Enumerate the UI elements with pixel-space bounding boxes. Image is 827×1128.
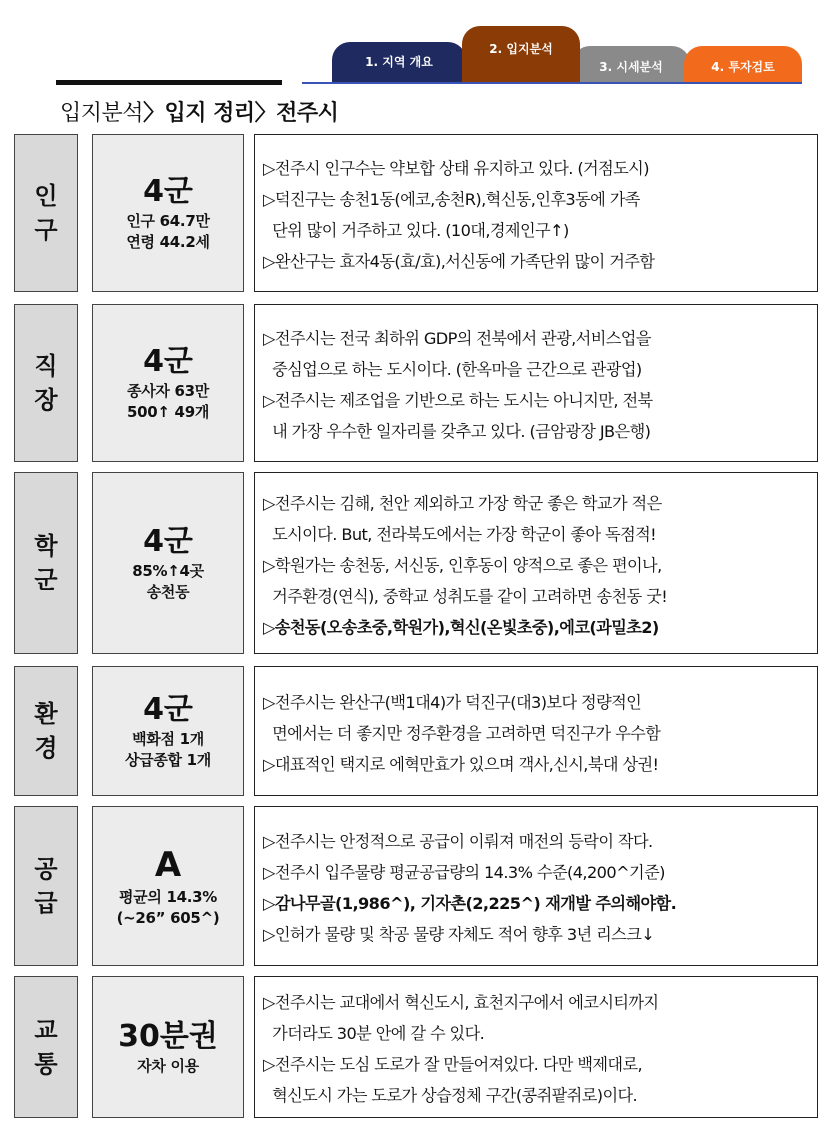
description-line: 도시이다. But, 전라북도에서는 가장 학군이 좋아 독점적! xyxy=(263,524,657,544)
tab-label: 4. 투자검토 xyxy=(711,60,775,74)
category-jobs xyxy=(14,304,78,462)
description-line: ▷전주시 인구수는 약보합 상태 유지하고 있다. (거점도시) xyxy=(263,159,649,178)
category-label: 공급 xyxy=(34,855,58,917)
description-population xyxy=(254,134,818,292)
description-school-district xyxy=(254,472,818,654)
description-line: ▷전주시는 완산구(백1대4)가 덕진구(대3)보다 정량적인 xyxy=(263,692,642,712)
description-line: ▷감나무골(1,986^), 기자촌(2,225^) 재개발 주의해야함. xyxy=(263,894,677,913)
grade-sub: 백화점 1개 xyxy=(132,730,204,748)
grade-value: 4군 xyxy=(143,344,193,379)
description-line: 거주환경(연식), 중학교 성취도를 같이 고려하면 송천동 굿! xyxy=(263,586,668,606)
grade-sub: 평균의 14.3% xyxy=(118,888,218,906)
grade-sub: 송천동 xyxy=(146,583,190,601)
category-label: 교통 xyxy=(34,1016,58,1078)
category-environment xyxy=(14,666,78,796)
description-line: 면에서는 더 좋지만 정주환경을 고려하면 덕진구가 우수함 xyxy=(263,723,661,743)
grade-sub: (~26” 605^) xyxy=(116,909,220,927)
description-line: ▷덕진구는 송천1동(에코,송천R),혁신동,인후3동에 가족 xyxy=(263,190,640,209)
description-line: ▷전주시는 전국 최하위 GDP의 전북에서 관광,서비스업을 xyxy=(263,329,651,348)
description-line: ▷전주시는 김해, 천안 제외하고 가장 학군 좋은 학교가 적은 xyxy=(263,493,662,513)
description-environment xyxy=(254,666,818,796)
grade-box-school-district xyxy=(92,472,244,654)
grade-sub: 500↑ 49개 xyxy=(126,403,210,421)
grade-value: A xyxy=(154,845,182,885)
grade-box-population xyxy=(92,134,244,292)
grade-box-jobs xyxy=(92,304,244,462)
breadcrumb-section: 입지분석 xyxy=(60,101,144,126)
grade-value: 4군 xyxy=(143,524,193,559)
grade-sub: 종사자 63만 xyxy=(127,382,209,400)
description-supply xyxy=(254,806,818,966)
category-population xyxy=(14,134,78,292)
tab-label: 2. 입지분석 xyxy=(489,42,553,56)
tab-price-analysis[interactable] xyxy=(572,46,690,82)
category-supply xyxy=(14,806,78,966)
category-transport xyxy=(14,976,78,1118)
description-line: ▷전주시는 제조업을 기반으로 하는 도시는 아니지만, 전북 xyxy=(263,391,653,410)
description-line: 가더라도 30분 안에 갈 수 있다. xyxy=(263,1024,485,1043)
description-line: ▷전주시는 교대에서 혁신도시, 효천지구에서 에코시티까지 xyxy=(263,993,659,1012)
grade-box-supply xyxy=(92,806,244,966)
description-line: 단위 많이 거주하고 있다. (10대,경제인구↑) xyxy=(263,221,569,240)
category-label: 학군 xyxy=(34,532,58,594)
category-label: 환경 xyxy=(34,700,58,762)
grade-value: 30분권 xyxy=(118,1018,218,1054)
grade-sub: 상급종합 1개 xyxy=(124,751,211,769)
description-jobs xyxy=(254,304,818,462)
grade-sub: 자차 이용 xyxy=(137,1056,199,1075)
description-line: ▷완산구는 효자4동(효/효),서신동에 가족단위 많이 거주함 xyxy=(263,252,655,271)
grade-sub: 85%↑4곳 xyxy=(132,562,204,580)
breadcrumb xyxy=(60,96,338,127)
description-line: 중심업으로 하는 도시이다. (한옥마을 근간으로 관광업) xyxy=(263,360,642,379)
grade-value: 4군 xyxy=(143,174,193,209)
header-rule xyxy=(56,80,282,85)
description-line: ▷전주시 입주물량 평균공급량의 14.3% 수준(4,200^기준) xyxy=(263,863,665,882)
grade-value: 4군 xyxy=(143,692,193,727)
tab-location-analysis[interactable] xyxy=(462,26,580,82)
description-transport xyxy=(254,976,818,1118)
category-label: 인구 xyxy=(34,182,58,244)
description-line: ▷대표적인 택지로 에혁만효가 있으며 객사,신시,북대 상권! xyxy=(263,754,659,774)
tab-label: 3. 시세분석 xyxy=(599,60,663,74)
description-line: ▷학원가는 송천동, 서신동, 인후동이 양적으로 좋은 편이나, xyxy=(263,555,662,575)
grade-box-environment xyxy=(92,666,244,796)
breadcrumb-page: 〉입지 정리〉전주시 xyxy=(143,101,339,126)
grade-sub: 연령 44.2세 xyxy=(126,233,210,251)
description-line: ▷인허가 물량 및 착공 물량 자체도 적어 향후 3년 리스크↓ xyxy=(263,925,655,944)
grade-box-transport xyxy=(92,976,244,1118)
tab-investment-review[interactable] xyxy=(684,46,802,82)
category-school-district xyxy=(14,472,78,654)
grade-sub: 인구 64.7만 xyxy=(126,212,210,230)
description-line: ▷전주시는 도심 도로가 잘 만들어져있다. 다만 백제대로, xyxy=(263,1055,643,1074)
description-line: 혁신도시 가는 도로가 상습정체 구간(콩쥐팥쥐로)이다. xyxy=(263,1086,638,1105)
description-line: ▷전주시는 안정적으로 공급이 이뤄져 매전의 등락이 작다. xyxy=(263,832,653,851)
description-line: ▷송천동(오송초중,학원가),혁신(온빛초중),에코(과밀초2) xyxy=(263,617,659,637)
tab-region-overview[interactable] xyxy=(332,42,466,82)
tab-label: 1. 지역 개요 xyxy=(365,55,433,69)
description-line: 내 가장 우수한 일자리를 갖추고 있다. (금암광장 JB은행) xyxy=(263,422,651,441)
category-label: 직장 xyxy=(34,352,58,414)
